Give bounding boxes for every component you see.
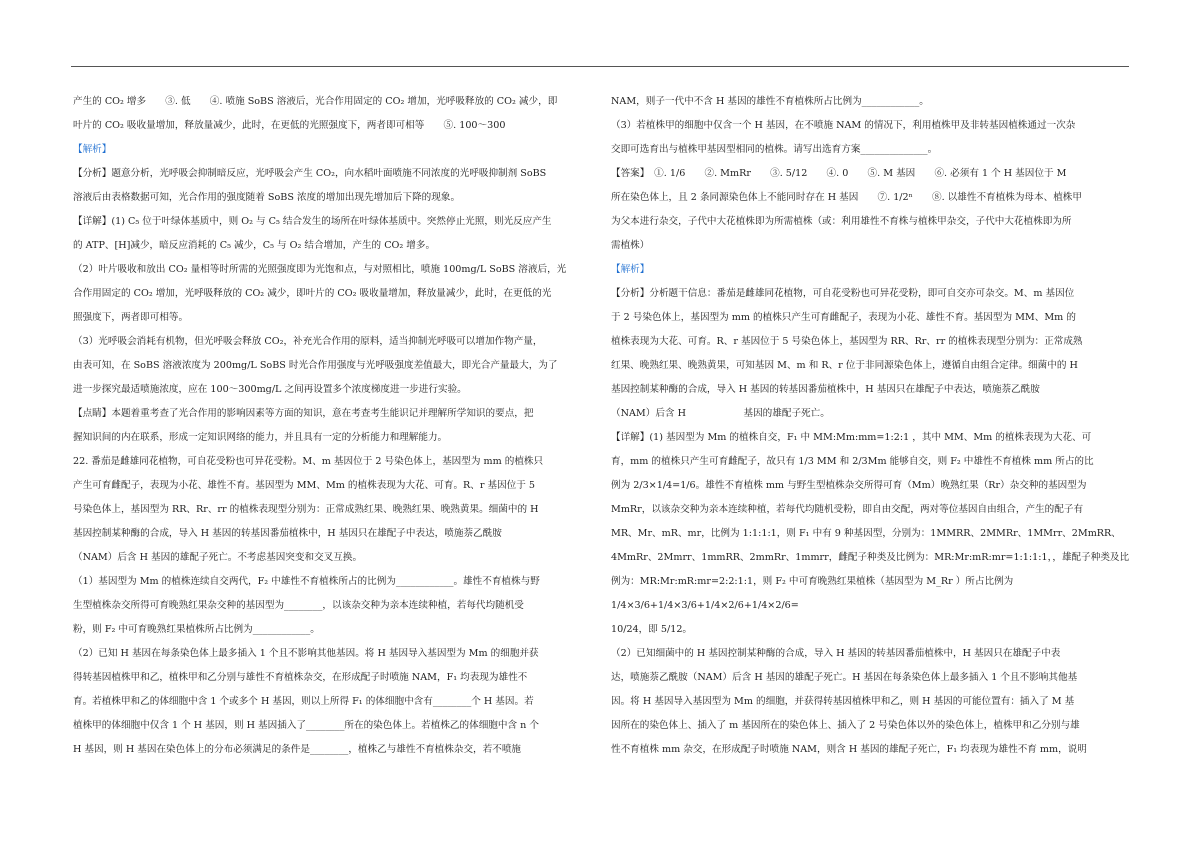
text-line: （2）已知细菌中的 H 基因控制某种酶的合成，导入 H 基因的转基因番茄植株中，H 基因只在雄配子中表 bbox=[611, 648, 1061, 659]
text-line: 交即可选育出与植株甲基因型相同的植株。请写出选育方案______________。 bbox=[611, 144, 938, 155]
text-line: （2）已知 H 基因在每条染色体上最多插入 1 个且不影响其他基因。将 H 基因导入基因型为 Mm 的细胞并获 bbox=[73, 648, 539, 659]
text-line: 于 2 号染色体上，基因型为 mm 的植株只产生可育雌配子，表现为小花、雄性不育。基因型为 MM、Mm 的 bbox=[611, 312, 1076, 323]
text-line: 粉，则 F₂ 中可育晚熟红果植株所占比例为____________。 bbox=[73, 624, 320, 635]
text-line: 基因控制某种酶的合成，导入 H 基因的转基因番茄植株中，H 基因只在雄配子中表达，喷施萘乙酰胺 bbox=[73, 528, 502, 539]
text-line: 产生可育雌配子，表现为小花、雄性不育。基因型为 MM、Mm 的植株表现为大花、可育。R、r 基因位于 5 bbox=[73, 480, 536, 491]
text-line: 产生的 CO₂ 增多 ③. 低 ④. 喷施 SoBS 溶液后，光合作用固定的 CO₂ 增加，光呼吸释放的 CO₂ 减少，即 bbox=[73, 96, 558, 107]
text-line: 【点睛】本题着重考查了光合作用的影响因素等方面的知识，意在考查考生能识记并理解所学知识的要点，把 bbox=[73, 408, 534, 419]
text-line: （1）基因型为 Mm 的植株连续自交两代，F₂ 中雄性不育植株所占的比例为____________。雄性不育植株与野 bbox=[73, 576, 540, 587]
text-line: MR、Mr、mR、mr，比例为 1:1:1:1，则 F₁ 中有 9 种基因型，分别为：1MMRR、2MMRr、1MMrr、2MmRR、 bbox=[611, 528, 1121, 539]
text-line: 合作用固定的 CO₂ 增加，光呼吸释放的 CO₂ 减少，即叶片的 CO₂ 吸收量增加，释放量减少，此时，在更低的光 bbox=[73, 288, 552, 299]
text-line: 【详解】(1) 基因型为 Mm 的植株自交，F₁ 中 MM:Mm:mm=1:2:1 ，其中 MM、Mm 的植株表现为大花、可 bbox=[611, 432, 1092, 443]
text-line: 需植株） bbox=[611, 240, 650, 251]
text-line: 溶液后由表格数据可知，光合作用的强度随着 SoBS 浓度的增加出现先增加后下降的现象。 bbox=[73, 192, 461, 203]
text-line: 生型植株杂交所得可育晚熟红果杂交种的基因型为________，以该杂交种为亲本连续种植，若每代均随机受 bbox=[73, 600, 524, 611]
answer-line: 【答案】 ①. 1/6 ②. MmRr ③. 5/12 ④. 0 ⑤. M 基因 ⑥. 必须有 1 个 H 基因位于 M bbox=[611, 168, 1067, 179]
text-line: 号染色体上，基因型为 RR、Rr、rr 的植株表现型分别为：正常成熟红果、晚熟红果、晚熟黄果。细菌中的 H bbox=[73, 504, 539, 515]
text-line: 由表可知，在 SoBS 溶液浓度为 200mg/L SoBS 时光合作用强度与光呼吸强度差值最大，即光合产量最大，为了 bbox=[73, 360, 558, 371]
text-line: （2）叶片吸收和放出 CO₂ 量相等时所需的光照强度即为光饱和点，与对照相比，喷施 100mg/L SoBS 溶液后，光 bbox=[73, 264, 567, 275]
text-line: （3）光呼吸会消耗有机物，但光呼吸会释放 CO₂，补充光合作用的原料，适当抑制光呼吸可以增加作物产量， bbox=[73, 336, 543, 347]
text-line: 因所在的染色体上、插入了 m 基因所在的染色体上、插入了 2 号染色体以外的染色体上，植株甲和乙分别与雄 bbox=[611, 720, 1080, 731]
text-line: 红果、晚熟红果、晚熟黄果，可知基因 M、m 和 R、r 位于非同源染色体上，遵循自由组合定律。细菌中的 H bbox=[611, 360, 1078, 371]
text-line: 【分析】分析题干信息：番茄是雌雄同花植物，可自花受粉也可异花受粉，即可自交亦可杂交。M、m 基因位 bbox=[611, 288, 1075, 299]
text-line: （NAM）后含 H 基因的雄配子死亡。不考虑基因突变和交叉互换。 bbox=[73, 552, 363, 563]
analysis-tag: 【解析】 bbox=[611, 264, 650, 275]
text-line: 【详解】(1) C₅ 位于叶绿体基质中，则 O₂ 与 C₅ 结合发生的场所在叶绿体基质中。突然停止光照，则光反应产生 bbox=[73, 216, 552, 227]
text-line: 10/24，即 5/12。 bbox=[611, 624, 693, 635]
text-line: 基因控制某种酶的合成，导入 H 基因的转基因番茄植株中，H 基因只在雄配子中表达，喷施萘乙酰胺 bbox=[611, 384, 1040, 395]
text-line: 1/4×3/6+1/4×3/6+1/4×2/6+1/4×2/6= bbox=[611, 600, 799, 611]
text-line: （3）若植株甲的细胞中仅含一个 H 基因，在不喷施 NAM 的情况下，利用植株甲及非转基因植株通过一次杂 bbox=[611, 120, 1076, 131]
text-line: 性不育植株 mm 杂交，在形成配子时喷施 NAM，则含 H 基因的雄配子死亡，F₁ 均表现为雄性不育 mm，说明 bbox=[611, 744, 1087, 755]
text-line: 【分析】题意分析，光呼吸会抑制暗反应，光呼吸会产生 CO₂，向水稻叶面喷施不同浓度的光呼吸抑制剂 SoBS bbox=[73, 168, 547, 179]
text-line: 育。若植株甲和乙的体细胞中含 1 个或多个 H 基因，则以上所得 F₁ 的体细胞中含有________个 H 基因。若 bbox=[73, 696, 534, 707]
text-line: 所在染色体上，且 2 条同源染色体上不能同时存在 H 基因 ⑦. 1/2ⁿ ⑧. 以雄性不育植株为母本、植株甲 bbox=[611, 192, 1082, 203]
text-line: 育，mm 的植株只产生可育雌配子，故只有 1/3 MM 和 2/3Mm 能够自交，则 F₂ 中雄性不育植株 mm 所占的比 bbox=[611, 456, 1094, 467]
left-column bbox=[73, 90, 593, 762]
text-line: 照强度下，两者即可相等。 bbox=[73, 312, 189, 323]
question-22-line: 22. 番茄是雌雄同花植物，可自花受粉也可异花受粉。M、m 基因位于 2 号染色体上，基因型为 mm 的植株只 bbox=[73, 456, 544, 467]
text-line: 进一步探究最适喷施浓度，应在 100～300mg/L 之间再设置多个浓度梯度进一步进行实验。 bbox=[73, 384, 467, 395]
text-line: NAM，则子一代中不含 H 基因的雄性不育植株所占比例为____________。 bbox=[611, 96, 929, 107]
text-line: H 基因，则 H 基因在染色体上的分布必须满足的条件是________，植株乙与雄性不育植株杂交，若不喷施 bbox=[73, 744, 522, 755]
text-line: 握知识间的内在联系，形成一定知识网络的能力，并且具有一定的分析能力和理解能力。 bbox=[73, 432, 448, 443]
text-line: 植株表现为大花、可育。R、r 基因位于 5 号染色体上，基因型为 RR、Rr、rr 的植株表现型分别为：正常成熟 bbox=[611, 336, 1083, 347]
text-line: （NAM）后含 H 基因的雄配子死亡。 bbox=[611, 408, 830, 419]
text-line: 例为：MR:Mr:mR:mr=2:2:1:1，则 F₂ 中可育晚熟红果植株（基因型为 M_Rr ）所占比例为 bbox=[611, 576, 1014, 587]
text-line: 为父本进行杂交，子代中大花植株即为所需植株（或：利用雄性不育株与植株甲杂交，子代中大花植株即为所 bbox=[611, 216, 1072, 227]
analysis-tag: 【解析】 bbox=[73, 144, 112, 155]
header-rule bbox=[71, 66, 1129, 67]
text-line: 得转基因植株甲和乙，植株甲和乙分别与雄性不育植株杂交，在形成配子时喷施 NAM，F₁ 均表现为雄性不 bbox=[73, 672, 528, 683]
text-line: 4MmRr、2Mmrr、1mmRR、2mmRr、1mmrr，雌配子种类及比例为：MR:Mr:mR:mr=1:1:1:1，，雄配子种类及比 bbox=[611, 552, 1130, 563]
text-line: 达，喷施萘乙酰胺（NAM）后含 H 基因的雄配子死亡。H 基因在每条染色体上最多插入 1 个且不影响其他基 bbox=[611, 672, 1078, 683]
text-line: MmRr，以该杂交种为亲本连续种植，若每代均随机受粉，即自由交配，两对等位基因自由组合，产生的配子有 bbox=[611, 504, 1084, 515]
text-line: 植株甲的体细胞中仅含 1 个 H 基因，则 H 基因插入了________所在的染色体上。若植株乙的体细胞中含 n 个 bbox=[73, 720, 539, 731]
text-line: 因。将 H 基因导入基因型为 Mm 的细胞，并获得转基因植株甲和乙，则 H 基因的可能位置有：插入了 M 基 bbox=[611, 696, 1075, 707]
text-line: 例为 2/3×1/4=1/6。雄性不育植株 mm 与野生型植株杂交所得可育（Mm）晚熟红果（Rr）杂交种的基因型为 bbox=[611, 480, 1087, 491]
text-line: 的 ATP、[H]减少，暗反应消耗的 C₅ 减少，C₅ 与 O₂ 结合增加，产生的 CO₂ 增多。 bbox=[73, 240, 436, 251]
right-column bbox=[611, 90, 1131, 762]
text-line: 叶片的 CO₂ 吸收量增加，释放量减少，此时，在更低的光照强度下，两者即可相等 ⑤. 100～300 bbox=[73, 120, 506, 131]
